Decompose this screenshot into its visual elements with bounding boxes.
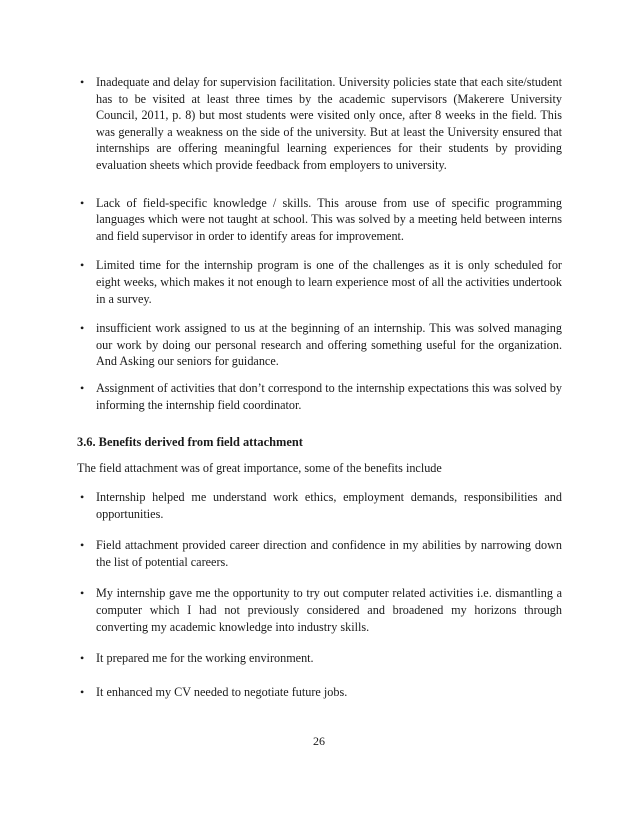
- list-item-text: Field attachment provided career direction and confidence in my abilities by narrowing down the list of potential careers.: [96, 538, 562, 569]
- bullet-icon: •: [80, 490, 85, 504]
- benefits-list: [80, 489, 562, 700]
- challenges-list: [80, 74, 562, 413]
- list-item: [80, 380, 562, 413]
- list-item-text: Assignment of activities that don’t correspond to the internship expectations this was solved by informing the internship field coordinator.: [96, 380, 562, 412]
- list-item-text: Inadequate and delay for supervision facilitation. University policies state that each site/student has to be visited at least three times by the academic supervisors (Makerere University Council, 2011, p. 8) but most students were visited only once, after 8 weeks in the field. This was generally a weakness on the side of the university. But at least the University ensured that internships are offering meaningful learning experiences for their students by providing evaluation sheets which provide feedback from employers to university.: [96, 75, 562, 172]
- list-item: [80, 585, 562, 635]
- list-item: [80, 684, 562, 701]
- bullet-icon: •: [80, 684, 85, 699]
- list-item: [80, 320, 562, 370]
- list-item-text: It enhanced my CV needed to negotiate future jobs.: [96, 684, 348, 699]
- list-item-text: My internship gave me the opportunity to try out computer related activities i.e. dismantling a computer which I had not previously considered and broadened my horizons through converting my academic knowledge into industry skills.: [96, 586, 562, 634]
- section-intro: The field attachment was of great importance, some of the benefits include: [77, 461, 442, 475]
- list-item: [80, 650, 562, 667]
- bullet-icon: •: [80, 586, 85, 601]
- bullet-icon: •: [80, 651, 85, 666]
- list-item-text: Lack of field-specific knowledge / skills. This arouse from use of specific programming languages which were not taught at school. This was solved by a meeting held between interns and field supervisor in order to identify areas for improvement.: [96, 195, 562, 243]
- bullet-icon: •: [80, 195, 85, 210]
- bullet-icon: •: [80, 75, 85, 89]
- list-item-text: Internship helped me understand work ethics, employment demands, responsibilities and opportunities.: [96, 490, 562, 521]
- list-item: [80, 257, 562, 307]
- bullet-icon: •: [80, 258, 85, 273]
- bullet-icon: •: [80, 538, 85, 553]
- list-item-text: Limited time for the internship program is one of the challenges as it is only scheduled for eight weeks, which makes it not enough to learn experience most of all the activities undertook in a survey.: [96, 258, 562, 306]
- list-item: [80, 74, 562, 174]
- page-number: 26: [313, 734, 325, 748]
- list-item: [80, 195, 562, 245]
- list-item: [80, 489, 562, 522]
- list-item-text: It prepared me for the working environment.: [96, 651, 314, 666]
- list-item: [80, 537, 562, 570]
- section-heading: 3.6. Benefits derived from field attachment: [77, 435, 303, 449]
- bullet-icon: •: [80, 380, 85, 395]
- list-item-text: insufficient work assigned to us at the beginning of an internship. This was solved managing our work by doing our personal research and offering something useful for the organization. And Asking our seniors for guidance.: [96, 321, 562, 369]
- bullet-icon: •: [80, 321, 85, 336]
